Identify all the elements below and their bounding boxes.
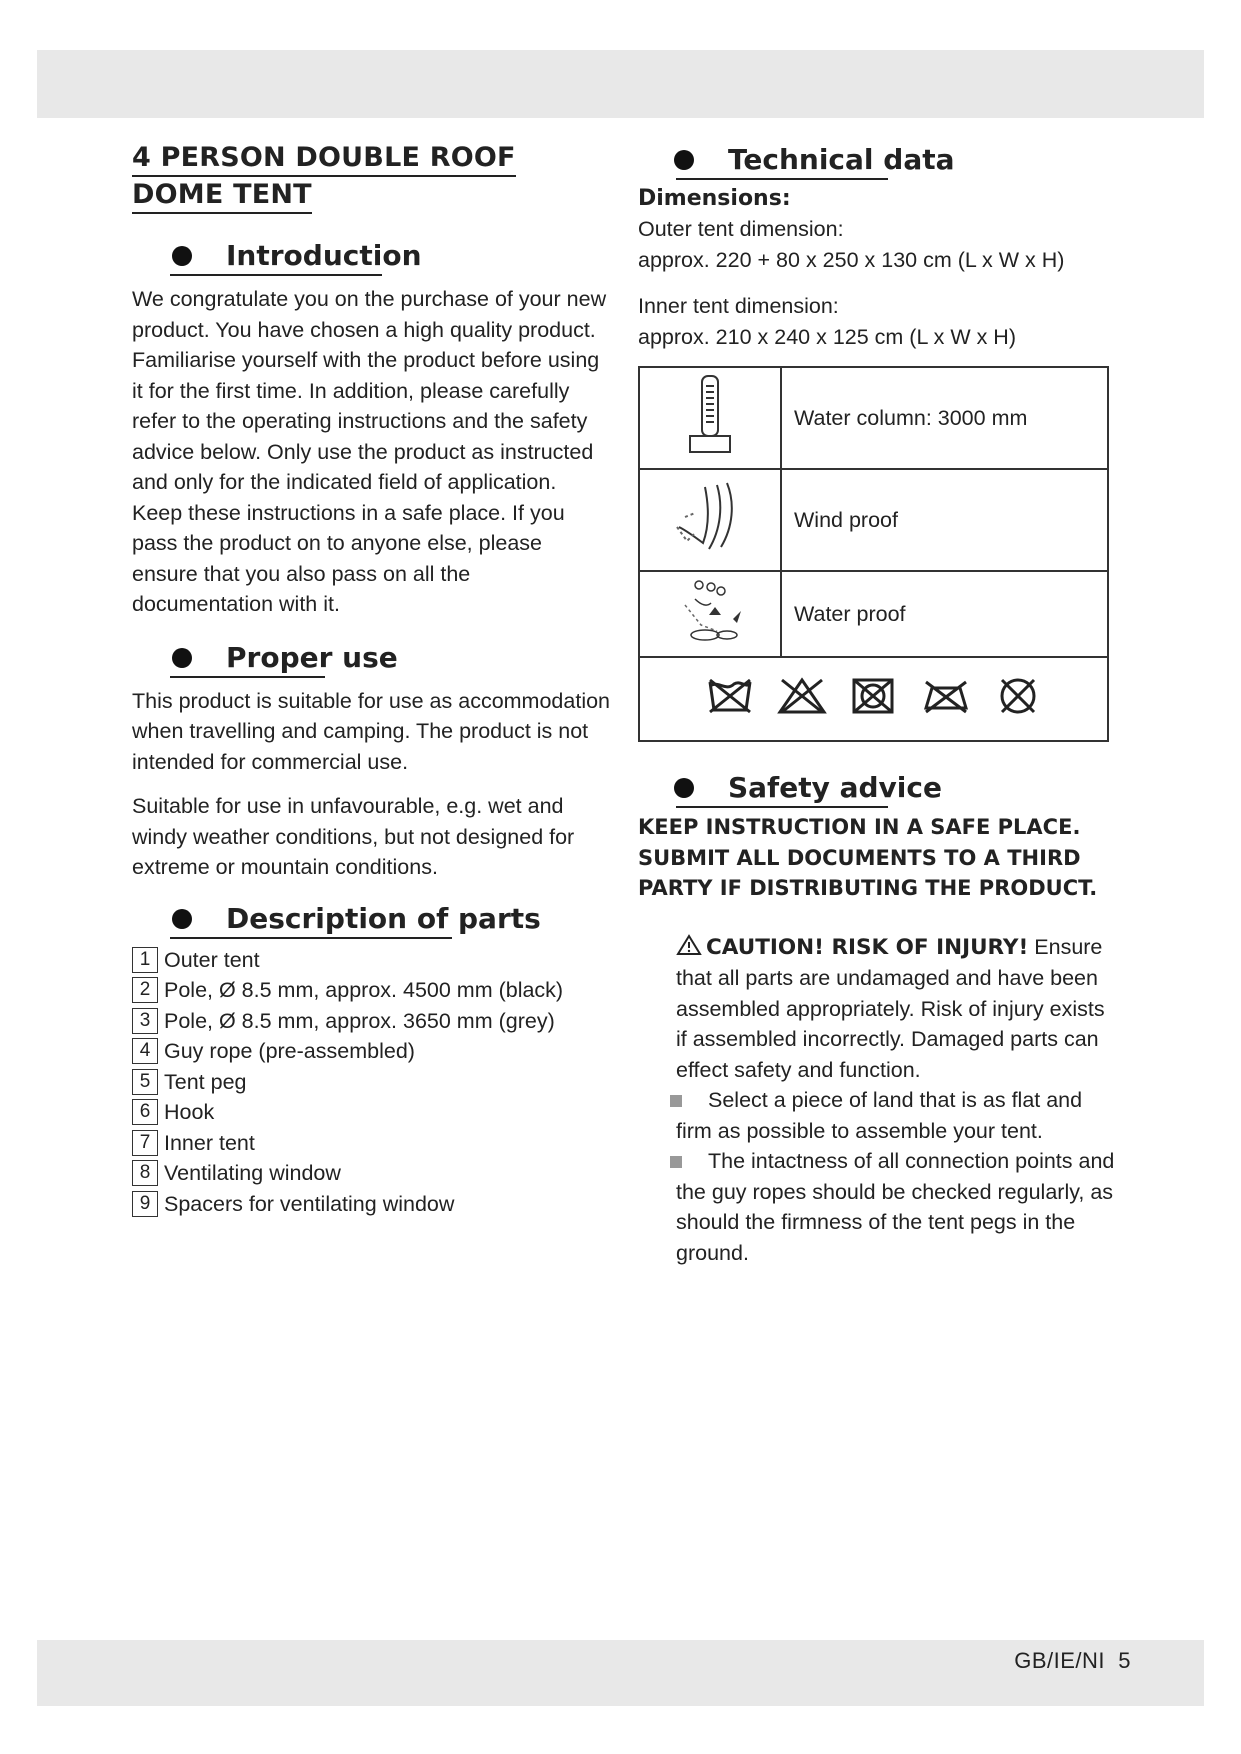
introduction-text: We congratulate you on the purchase of your new product. You have chosen a high quality product. Familiarise yourself with the product before using it for the first time. In addition, please carefully refer to the operating instructions and the safety advice below. Only use the product as instructed and only for the indicated field of application. Keep these instructions in a safe place. If you pass the product on to anyone else, please ensure that you also pass on all the documentation with it.: [132, 287, 607, 616]
safety-heading: [638, 768, 1116, 808]
outer-tent-value: approx. 220 + 80 x 250 x 130 cm (L x W x H): [638, 247, 1065, 272]
right-column: [638, 140, 1116, 1268]
proper-use-text-2: Suitable for use in unfavourable, e.g. wet and windy weather conditions, but not designed for extreme or mountain conditions.: [132, 794, 575, 879]
caution-text: Ensure that all parts are undamaged and have been assembled appropriately. Risk of injury exists if assembled incorrectly. Damaged parts can effect safety and function.: [676, 934, 1105, 1082]
technical-heading-text: Technical data: [728, 143, 955, 176]
heading-underline: [170, 274, 382, 276]
heading-underline: [676, 806, 888, 808]
part-label: Inner tent: [164, 1130, 255, 1155]
page-footer: [1014, 1648, 1131, 1674]
safety-keep-text: KEEP INSTRUCTION IN A SAFE PLACE. SUBMIT ALL DOCUMENTS TO A THIRD PARTY IF DISTRIBUTING THE PRODUCT.: [638, 815, 1098, 900]
water-column-text: Water column: 3000 mm: [781, 367, 1108, 469]
table-row: [639, 367, 1108, 469]
list-item: [132, 1097, 610, 1128]
safety-bullet-1: [676, 1085, 1116, 1146]
dimensions-label: Dimensions:: [638, 186, 791, 211]
inner-tent-label: Inner tent dimension:: [638, 294, 839, 318]
heading-underline: [170, 676, 325, 678]
technical-heading: [638, 140, 1116, 180]
list-item: [132, 1006, 610, 1037]
square-bullet-icon: [670, 1156, 682, 1168]
section-bullet-icon: [674, 778, 694, 798]
document-title: [132, 140, 610, 214]
safety-bullet-text: The intactness of all connection points and the guy ropes should be checked regularly, as should the firmness of the tent pegs in the ground.: [676, 1149, 1115, 1265]
section-bullet-icon: [172, 246, 192, 266]
table-row: [639, 469, 1108, 571]
parts-list: [132, 945, 610, 1220]
table-row: [639, 657, 1108, 741]
heading-underline: [170, 937, 452, 939]
header-band: [37, 50, 1204, 118]
list-item: [132, 1189, 610, 1220]
introduction-heading: [132, 236, 610, 276]
part-number: 1: [132, 947, 158, 973]
water-column-icon: [639, 367, 781, 469]
square-bullet-icon: [670, 1095, 682, 1107]
parts-heading: [132, 899, 610, 939]
part-number: 7: [132, 1130, 158, 1156]
inner-tent-value: approx. 210 x 240 x 125 cm (L x W x H): [638, 324, 1016, 349]
part-number: 3: [132, 1008, 158, 1034]
care-symbols: [639, 657, 1108, 741]
table-row: [639, 571, 1108, 657]
part-label: Pole, Ø 8.5 mm, approx. 3650 mm (grey): [164, 1008, 555, 1033]
list-item: [132, 975, 610, 1006]
heading-underline: [676, 178, 888, 180]
care-symbols-icon: [704, 674, 1044, 718]
safety-heading-text: Safety advice: [728, 771, 942, 804]
part-number: 2: [132, 977, 158, 1003]
part-number: 6: [132, 1099, 158, 1125]
parts-heading-text: Description of parts: [226, 901, 541, 935]
water-proof-text: Water proof: [781, 571, 1108, 657]
safety-bullet-2: [676, 1146, 1116, 1268]
proper-use-heading: [132, 638, 610, 678]
page-number: 5: [1118, 1648, 1131, 1673]
left-column: [132, 140, 610, 1219]
part-label: Guy rope (pre-assembled): [164, 1039, 415, 1063]
list-item: [132, 1036, 610, 1067]
section-bullet-icon: [172, 909, 192, 929]
part-number: 4: [132, 1038, 158, 1064]
list-item: [132, 945, 610, 976]
part-label: Outer tent: [164, 947, 260, 972]
part-label: Ventilating window: [164, 1161, 341, 1185]
part-number: 9: [132, 1191, 158, 1217]
caution-paragraph: [676, 932, 1116, 1086]
section-bullet-icon: [172, 648, 192, 668]
introduction-heading-text: Introduction: [226, 239, 422, 272]
wind-proof-text: Wind proof: [781, 469, 1108, 571]
spec-table: [638, 366, 1109, 742]
part-number: 5: [132, 1069, 158, 1095]
caution-label: CAUTION! RISK OF INJURY!: [706, 934, 1029, 960]
document-title-line-2: DOME TENT: [132, 178, 312, 214]
outer-tent-label: Outer tent dimension:: [638, 217, 844, 241]
proper-use-text-1: This product is suitable for use as accommodation when travelling and camping. The product is not intended for commercial use.: [132, 688, 611, 774]
safety-bullet-text: Select a piece of land that is as flat and firm as possible to assemble your tent.: [676, 1088, 1083, 1143]
list-item: [132, 1158, 610, 1189]
wind-proof-icon: [639, 469, 781, 571]
list-item: [132, 1128, 610, 1159]
section-bullet-icon: [674, 150, 694, 170]
footer-region: GB/IE/NI: [1014, 1648, 1106, 1673]
caution-block: [676, 932, 1116, 1269]
document-title-line-1: 4 PERSON DOUBLE ROOF: [132, 141, 516, 177]
part-label: Spacers for ventilating window: [164, 1191, 455, 1216]
warning-triangle-icon: [676, 934, 702, 956]
part-label: Tent peg: [164, 1069, 247, 1094]
part-number: 8: [132, 1160, 158, 1186]
part-label: Pole, Ø 8.5 mm, approx. 4500 mm (black): [164, 978, 564, 1002]
part-label: Hook: [164, 1100, 215, 1124]
water-proof-icon: [639, 571, 781, 657]
list-item: [132, 1067, 610, 1098]
proper-use-heading-text: Proper use: [226, 640, 398, 674]
